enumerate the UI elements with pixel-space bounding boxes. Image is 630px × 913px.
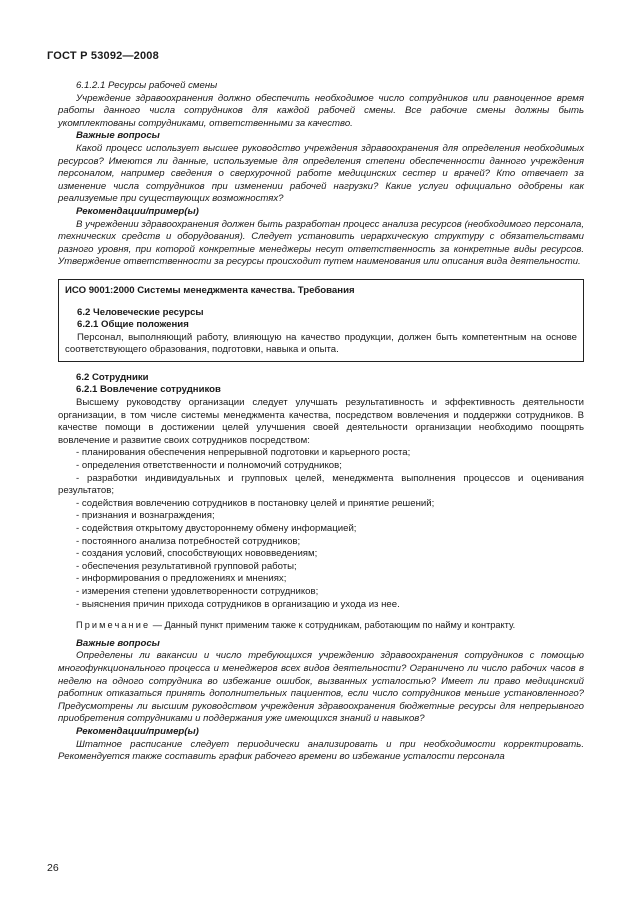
list-item: - информирования о предложениях и мнениях; [76,573,287,585]
list-item: - постоянного анализа потребностей сотрудников; [76,535,301,547]
section-6-2-1-text: Высшему руководству организации следует улучшать результативность и эффективность деятельности организации, в том числе системы менеджмента качества, посредством вовлечения и поддержки сотрудников. В качестве помощи в достижении целей улучшения своей деятельности организации необходимо поощрять вовлечение и развитие своих сотрудников посредством: [58,397,584,446]
iso-quote-box [58,279,584,362]
recommendations-text-2: Штатное расписание следует периодически анализировать и при необходимости корректировать. Рекомендуется также составить график рабочего времени во избежание усталости персонала [58,738,584,763]
section-6-1-2-1-text: Учреждение здравоохранения должно обеспечить необходимое число сотрудников или равноценное время работы данного числа сотрудников для каждой рабочей смены. Все рабочие смены должны быть укомплектованы сотрудниками, ответственными за качество. [58,92,584,129]
list-item: - содействия открытому двустороннему обмену информацией; [76,523,357,534]
recommendations-text: В учреждении здравоохранения должен быть разработан процесс анализа ресурсов (необходимого персонала, технических средств и оборудования). Следует установить иерархическую структуру с обязательствами разного уровня, при которой конкретные менеджеры несут ответственность за конкретные виды ресурсов. Утверждение ответственности за ресурсы происходит путем наименования или описания вида деятельности. [58,218,584,268]
section-6-2-heading: 6.2 Сотрудники [76,371,149,383]
list-item: - выяснения причин прихода сотрудников в организацию и ухода из нее. [76,598,400,610]
page-number: 26 [47,862,59,874]
list-item: - планирования обеспечения непрерывной подготовки и карьерного роста; [76,447,411,459]
page-content [58,80,584,764]
important-questions-heading: Важные вопросы [76,130,160,142]
note-label: Примечание [76,620,151,631]
list-item: - содействия вовлечению сотрудников в постановку целей и принятие решений; [76,497,435,509]
list-item: - разработки индивидуальных и групповых целей, менеджмента выполнения процессов и оценивания результатов; [58,472,584,497]
important-questions-text-2: Определены ли вакансии и число требующихся учреждению здравоохранения сотрудников с помощью многофункционального процесса и менеджеров всех видов деятельности? Ограничено ли число рабочих часов в неделю на одного сотрудника во избежание ошибок, вызванных усталостью? Имеет ли право медицинский работник отказаться принять дополнительных пациентов, если число сотрудников меньше установленного? Предусмотрены ли высшим руководством учреждения здравоохранения бюджетные ресурсы для непрерывного приобретения сотрудниками и поддержания уже имеющихся знаний и навыков? [58,650,584,725]
list-item: - определения ответственности и полномочий сотрудников; [76,460,342,472]
list-item: - признания и вознаграждения; [76,510,215,522]
list-item: - обеспечения результативной групповой работы; [76,560,297,572]
iso-box-title: ИСО 9001:2000 Системы менеджмента качества. Требования [65,284,355,296]
section-6-2-1-heading: 6.2.1 Вовлечение сотрудников [76,384,221,396]
recommendations-heading: Рекомендации/пример(ы) [76,205,199,217]
recommendations-heading-2: Рекомендации/пример(ы) [76,725,199,737]
note-text: — Данный пункт применим также к сотрудникам, работающим по найму и контракту. [150,620,516,631]
important-questions-heading-2: Важные вопросы [76,637,160,649]
involvement-list [58,447,584,611]
list-item: - создания условий, способствующих нововведениям; [76,548,318,560]
iso-box-heading-6-2: 6.2 Человеческие ресурсы [77,306,204,318]
iso-box-heading-6-2-1: 6.2.1 Общие положения [77,319,189,331]
note [58,619,584,632]
important-questions-text: Какой процесс использует высшее руководство учреждения здравоохранения для определения необходимых ресурсов? Имеются ли данные, используемые для определения степени обеспеченности данного учреждения персоналом, например сведения о сверхурочной работе медицинских сестер и врачей? Кто отвечает за изменение числа сотрудников при изменении рабочей нагрузки? Какие услуги официально одобрены как реализуемые при существующих возможностях? [58,142,584,205]
section-6-1-2-1-title: 6.1.2.1 Ресурсы рабочей смены [76,80,218,91]
standard-header: ГОСТ Р 53092—2008 [47,50,159,62]
list-item: - измерения степени удовлетворенности сотрудников; [76,585,319,597]
iso-box-text: Персонал, выполняющий работу, влияющую на качество продукции, должен быть компетентным на основе соответствующего образования, подготовки, навыка и опыта. [65,331,577,356]
